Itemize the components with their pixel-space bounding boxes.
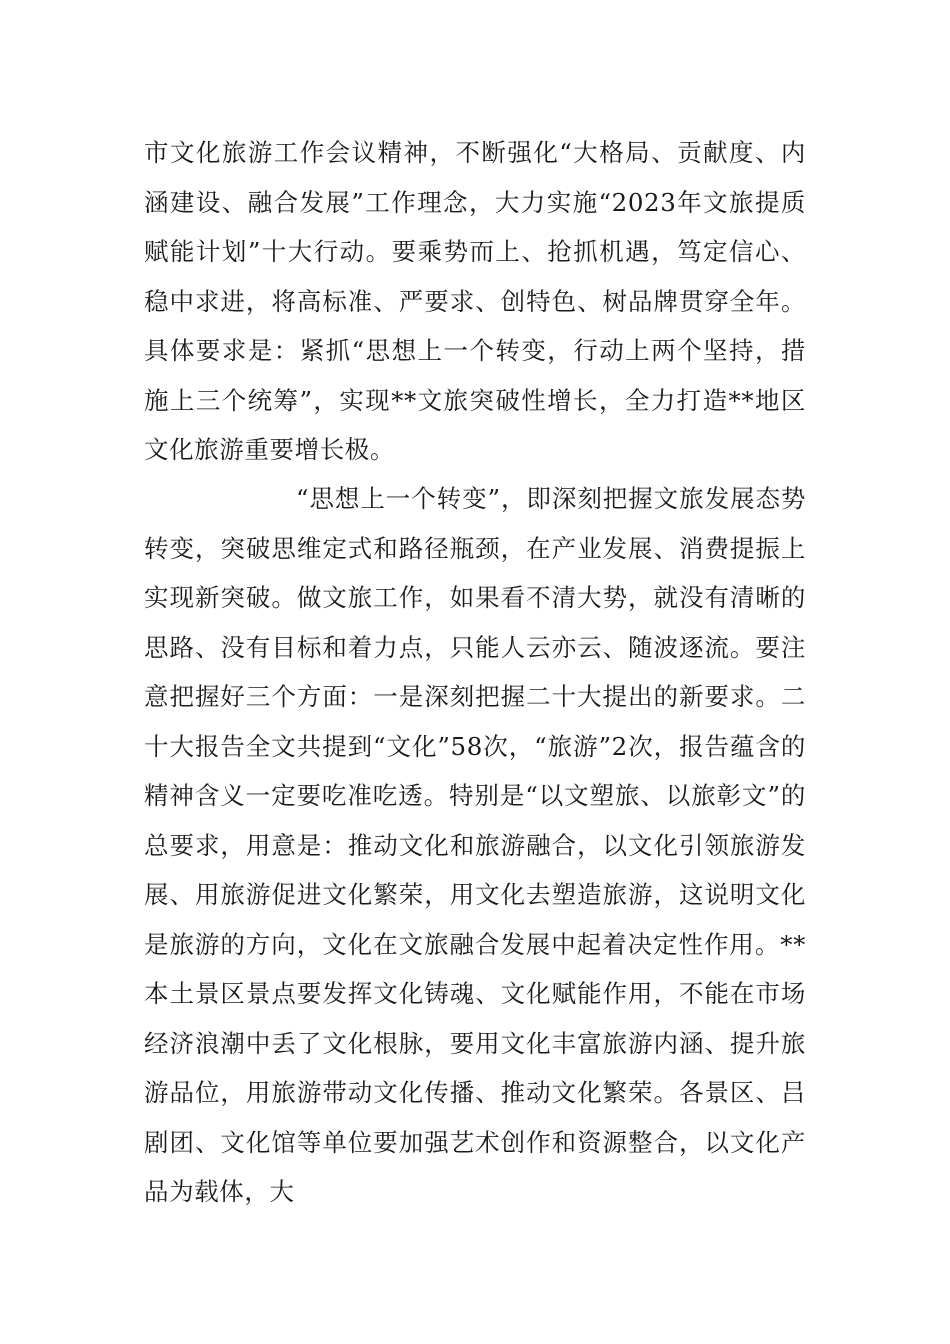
body-paragraph-1 [144, 128, 806, 475]
body-paragraph-2 [144, 474, 806, 1217]
paragraph-text: 市文化旅游工作会议精神，不断强化“大格局、贡献度、内涵建设、融合发展”工作理念，大力实施“2023年文旅提质赋能计划”十大行动。要乘势而上、抢抓机遇，笃定信心、稳中求进，将高标准、严要求、创特色、树品牌贯穿全年。具体要求是：紧抓“思想上一个转变，行动上两个坚持，措施上三个统筹”，实现**文旅突破性增长，全力打造**地区文化旅游重要增长极。 [144, 138, 806, 464]
paragraph-text: “思想上一个转变”，即深刻把握文旅发展态势转变，突破思维定式和路径瓶颈，在产业发展、消费提振上实现新突破。做文旅工作，如果看不清大势，就没有清晰的思路、没有目标和着力点，只能人云亦云、随波逐流。要注意把握好三个方面：一是深刻把握二十大提出的新要求。二十大报告全文共提到“文化”58次，“旅游”2次，报告蕴含的精神含义一定要吃准吃透。特别是“以文塑旅、以旅彰文”的总要求，用意是：推动文化和旅游融合，以文化引领旅游发展、用旅游促进文化繁荣，用文化去塑造旅游，这说明文化是旅游的方向，文化在文旅融合发展中起着决定性作用。**本土景区景点要发挥文化铸魂、文化赋能作用，不能在市场经济浪潮中丢了文化根脉，要用文化丰富旅游内涵、提升旅游品位，用旅游带动文化传播、推动文化繁荣。各景区、吕剧团、文化馆等单位要加强艺术创作和资源整合，以文化产品为载体，大 [144, 484, 806, 1206]
